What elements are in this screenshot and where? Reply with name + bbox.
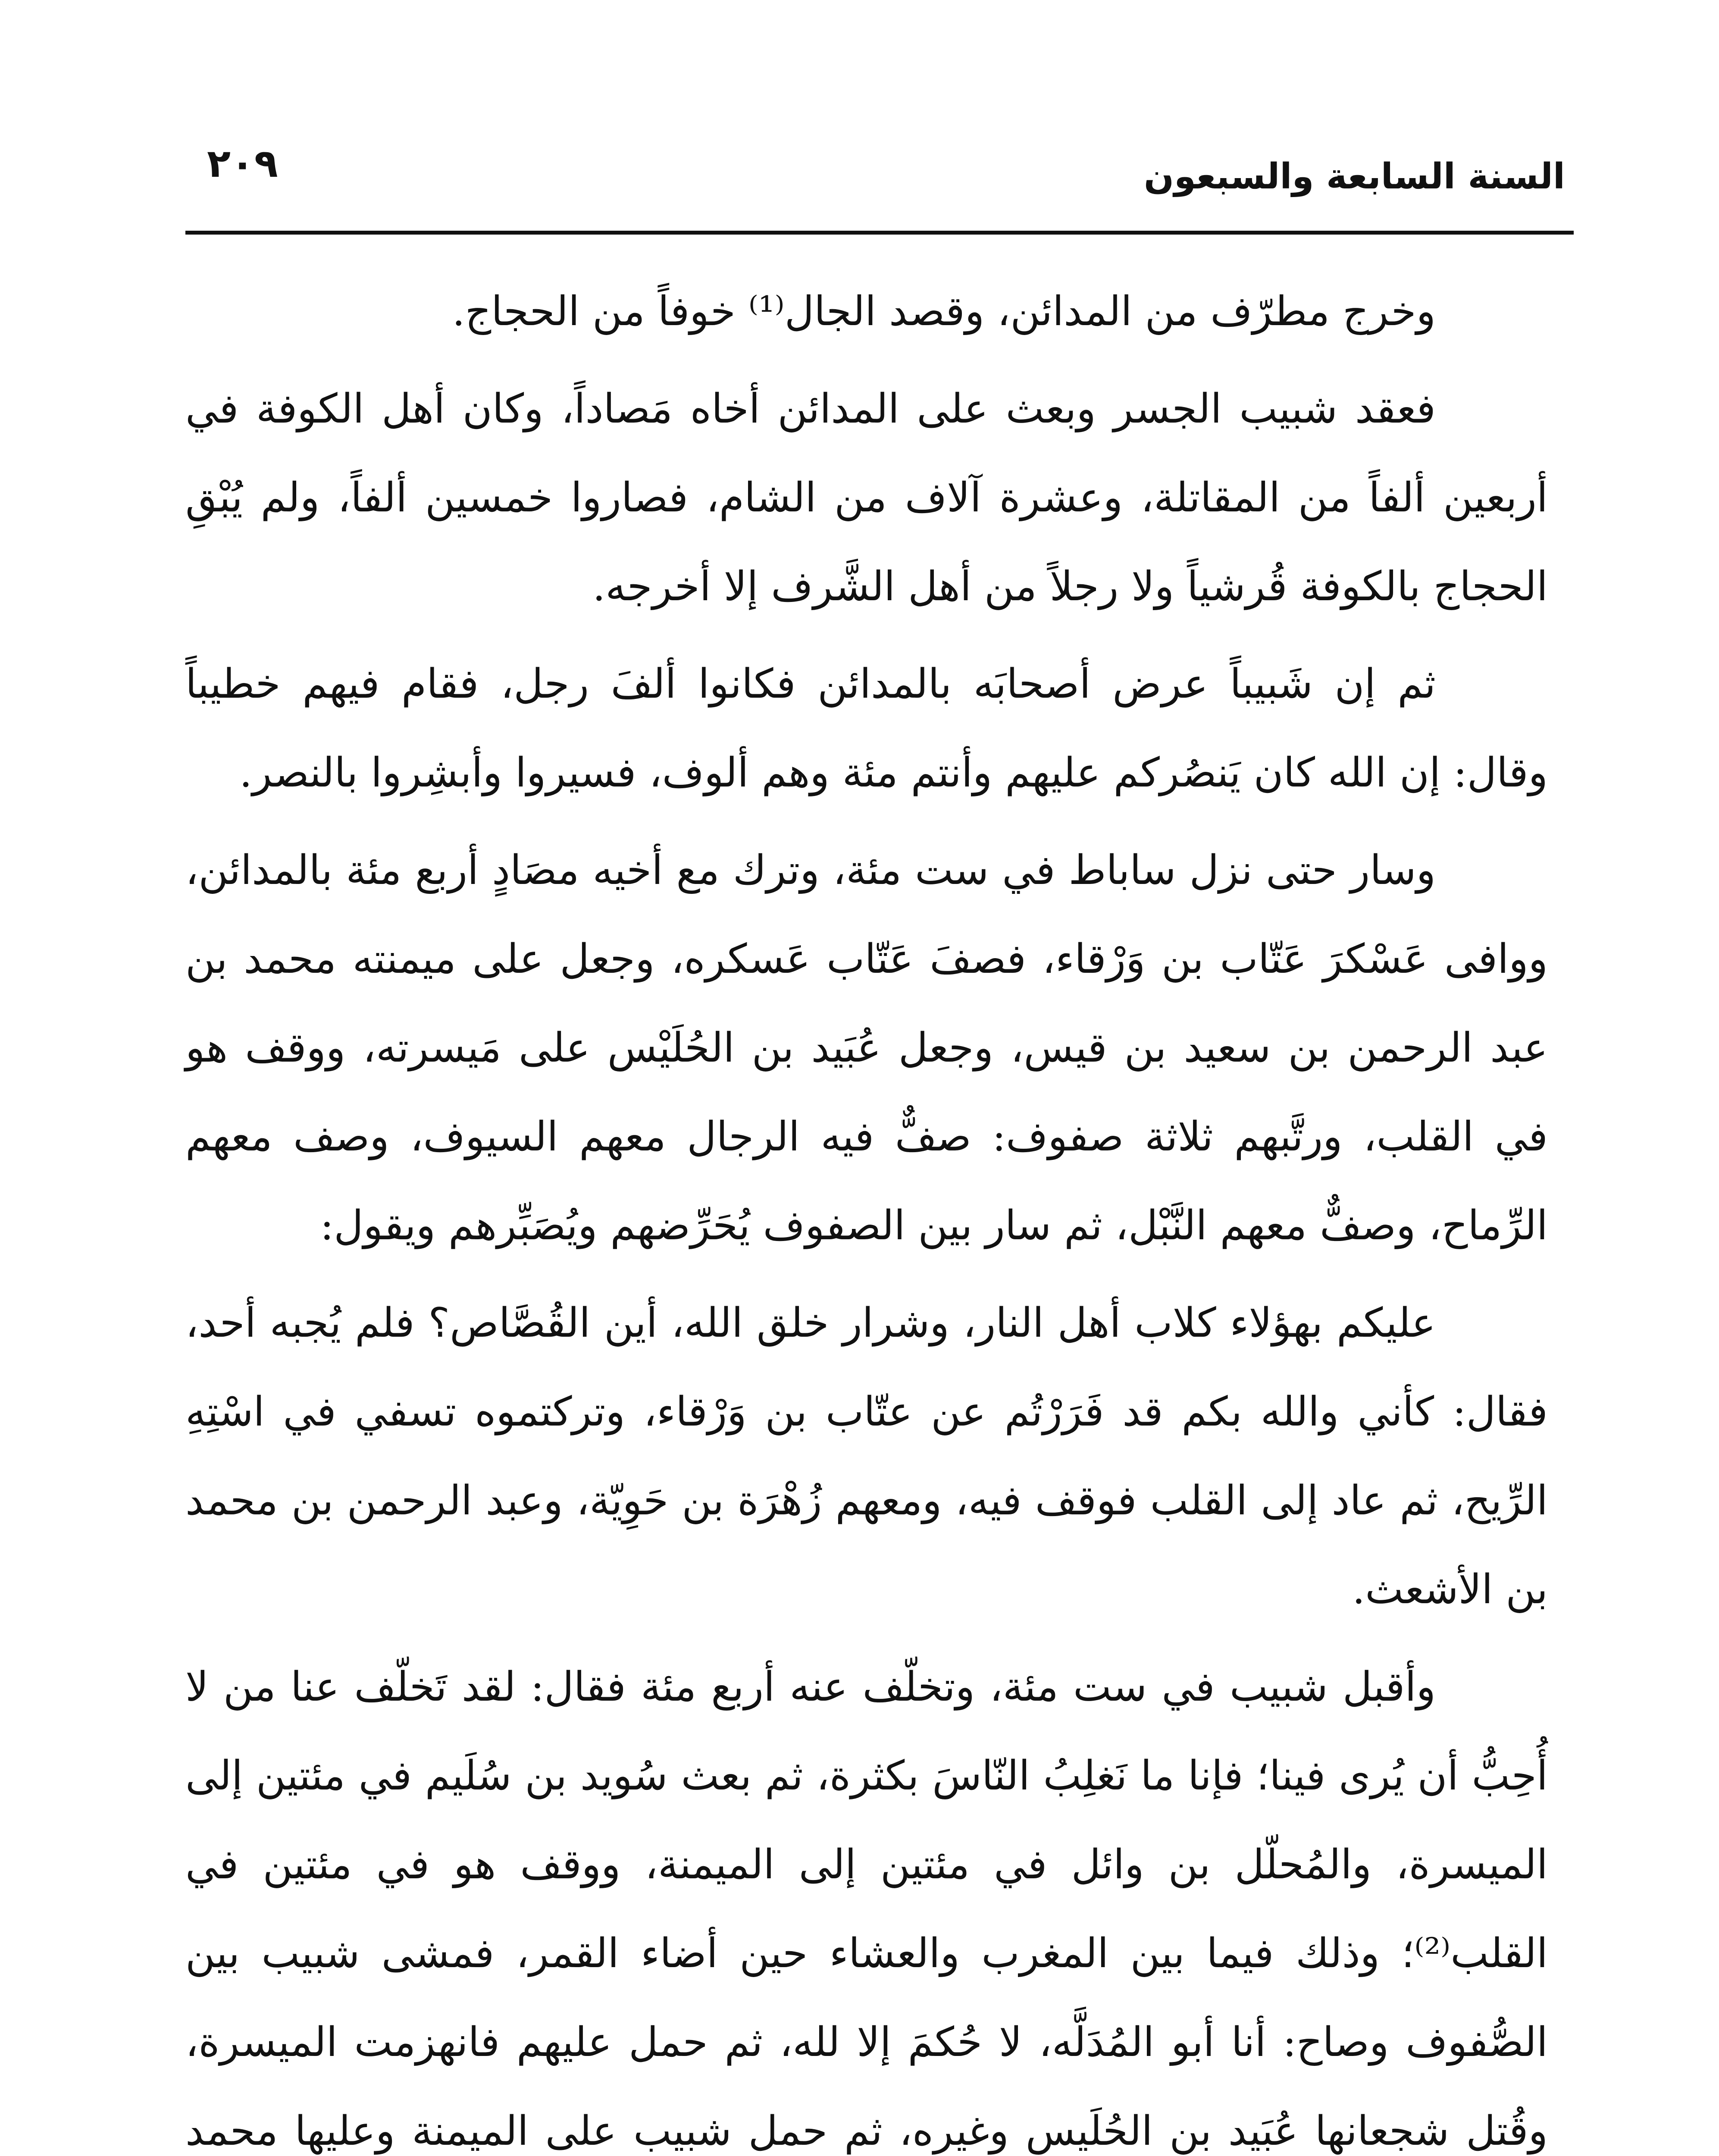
paragraph: وأقبل شبيب في ست مئة، وتخلّف عنه أربع مئة فقال: لقد تَخلّف عنا من لا أُحِبُّ أن يُرى فينا؛ فإنا ما نَغلِبُ النّاسَ بكثرة، ثم بعث سُويد بن سُلَيم في مئتين إلى الميسرة، والمُحلّل بن وائل في مئتين إلى الميمنة، ووقف هو في مئتين في القلب⁽²⁾؛ وذلك فيما بين المغرب والعشاء حين أضاء القمر، فمشى شبيب بين الصُّفوف وصاح: أنا أبو المُدَلَّه، لا حُكمَ إلا لله، ثم حمل عليهم فانهزمت الميسرة، وقُتل شجعانها عُبَيد بن الحُلَيس وغيره، ثم حمل شبيب على الميمنة وعليها محمد bbox=[185, 1664, 1548, 2155]
main-text bbox=[185, 267, 1548, 2156]
header-rule bbox=[185, 231, 1574, 235]
paragraph: عليكم بهؤلاء كلاب أهل النار، وشرار خلق الله، أين القُصَّاص؟ فلم يُجبه أحد، فقال: كأني والله بكم قد فَرَرْتُم عن عتّاب بن وَرْقاء، وتركتموه تسفي في اسْتِهِ الرِّيح، ثم عاد إلى القلب فوقف فيه، ومعهم زُهْرَة بن حَوِيّة، وعبد الرحمن بن محمد بن الأشعث. bbox=[185, 1300, 1548, 1613]
paragraph: وخرج مطرّف من المدائن، وقصد الجال⁽¹⁾ خوفاً من الحجاج. bbox=[452, 288, 1436, 335]
paragraph: ثم إن شَبيباً عرض أصحابَه بالمدائن فكانوا ألفَ رجل، فقام فيهم خطيباً وقال: إن الله كان يَنصُركم عليهم وأنتم مئة وهم ألوف، فسيروا وأبشِروا بالنصر. bbox=[185, 661, 1548, 796]
paragraph: فعقد شبيب الجسر وبعث على المدائن أخاه مَصاداً، وكان أهل الكوفة في أربعين ألفاً من المقاتلة، وعشرة آلاف من الشام، فصاروا خمسين ألفاً، ولم يُبْقِ الحجاج بالكوفة قُرشياً ولا رجلاً من أهل الشَّرف إلا أخرجه. bbox=[185, 385, 1548, 610]
page-number: ٢٠٩ bbox=[207, 141, 278, 186]
running-title: السنة السابعة والسبعون bbox=[1143, 156, 1565, 197]
paragraph: وسار حتى نزل ساباط في ست مئة، وترك مع أخيه مصَادٍ أربع مئة بالمدائن، ووافى عَسْكرَ عَتّاب بن وَرْقاء، فصفَ عَتّاب عَسكره، وجعل على ميمنته محمد بن عبد الرحمن بن سعيد بن قيس، وجعل عُبَيد بن الحُلَيْس على مَيسرته، ووقف هو في القلب، ورتَّبهم ثلاثة صفوف: صفٌّ فيه الرجال معهم السيوف، وصف معهم الرِّماح، وصفٌّ معهم النَّبْل، ثم سار بين الصفوف يُحَرِّضهم ويُصَبِّرهم ويقول: bbox=[185, 847, 1548, 1249]
page-header bbox=[190, 138, 1565, 203]
